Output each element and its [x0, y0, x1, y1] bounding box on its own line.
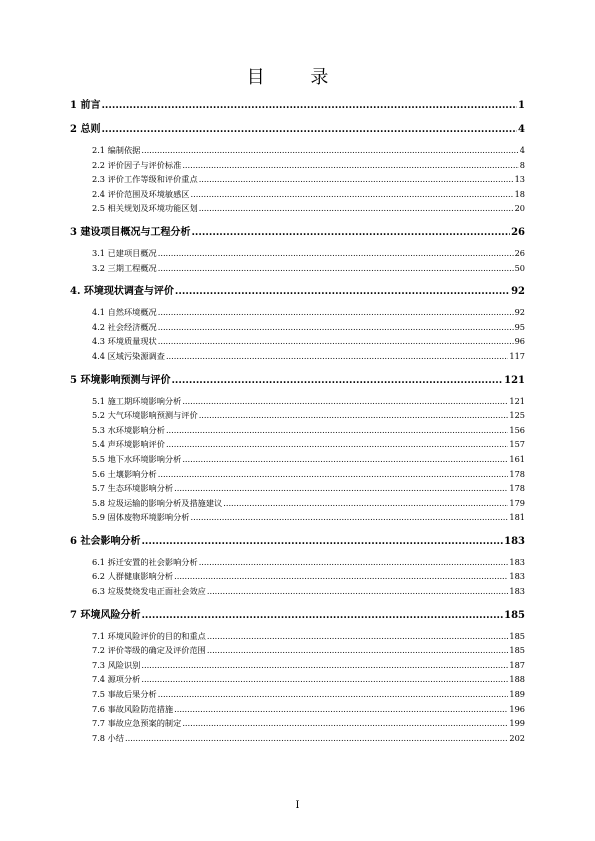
- toc-entry-label: 5.1 施工期环境影响分析: [92, 395, 182, 406]
- toc-section-entry[interactable]: [92, 452, 525, 467]
- toc-entry-page: 18: [514, 188, 525, 199]
- toc-entry-label: 5.8 垃圾运输的影响分析及措施建议: [92, 497, 223, 508]
- toc-section-entry[interactable]: [92, 629, 525, 644]
- toc-entry-label: 3.1 已建项目概况: [92, 247, 157, 258]
- toc-leader-dots: [182, 452, 508, 467]
- toc-entry-label: 7.8 小结: [92, 732, 124, 743]
- toc-entry-page: 92: [511, 286, 525, 298]
- toc-leader-dots: [223, 496, 508, 511]
- toc-entry-page: 121: [504, 374, 525, 386]
- toc-entry-page: 185: [509, 645, 525, 656]
- toc-section-entry[interactable]: [92, 731, 525, 746]
- toc-entry-label: 7.5 事故后果分析: [92, 689, 157, 700]
- toc-entry-page: 121: [509, 395, 525, 406]
- toc-entry-label: 4.1 自然环境概况: [92, 307, 157, 318]
- toc-entry-page: 179: [509, 497, 525, 508]
- toc-entry-label: 5.5 地下水环境影响分析: [92, 453, 182, 464]
- toc-entry-page: 96: [514, 336, 525, 347]
- page-number: I: [295, 800, 300, 811]
- toc-section-entry[interactable]: [92, 584, 525, 599]
- toc-section-entry[interactable]: [92, 143, 525, 158]
- toc-entry-page: 178: [509, 468, 525, 479]
- toc-leader-dots: [141, 672, 508, 687]
- toc-leader-dots: [158, 305, 514, 320]
- toc-entry-page: 13: [514, 174, 525, 185]
- toc-entry-page: 178: [509, 483, 525, 494]
- toc-leader-dots: [191, 225, 510, 240]
- toc-section-entry[interactable]: [92, 510, 525, 525]
- toc-leader-dots: [158, 467, 509, 482]
- toc-entry-label: 4.2 社会经济概况: [92, 321, 157, 332]
- toc-leader-dots: [182, 394, 508, 409]
- toc-section-entry[interactable]: [92, 716, 525, 731]
- toc-entry-label: 5.6 土壤影响分析: [92, 468, 157, 479]
- toc-entry-page: 95: [514, 321, 525, 332]
- toc-leader-dots: [199, 201, 514, 216]
- toc-leader-dots: [141, 658, 508, 673]
- toc-leader-dots: [191, 510, 509, 525]
- toc-section-entry[interactable]: [92, 201, 525, 216]
- toc-entry-label: 5.9 固体废物环境影响分析: [92, 512, 190, 523]
- toc-leader-dots: [158, 334, 514, 349]
- toc-entry-label: 6 社会影响分析: [70, 535, 141, 547]
- toc-entry-label: 2.4 评价范围及环境敏感区: [92, 188, 190, 199]
- toc-entry-label: 5.3 水环境影响分析: [92, 424, 165, 435]
- toc-section-entry[interactable]: [92, 569, 525, 584]
- toc-leader-dots: [174, 569, 508, 584]
- toc-section-entry[interactable]: [92, 672, 525, 687]
- toc-leader-dots: [182, 716, 508, 731]
- toc-entry-page: 4: [519, 145, 525, 155]
- toc-chapter-entry[interactable]: [70, 98, 525, 113]
- toc-section-entry[interactable]: [92, 158, 525, 173]
- toc-chapter-entry[interactable]: [70, 284, 525, 299]
- toc-entry-label: 2.5 相关规划及环境功能区划: [92, 203, 198, 214]
- toc-leader-dots: [175, 284, 510, 299]
- toc-section-entry[interactable]: [92, 437, 525, 452]
- toc-entry-label: 4.3 环境质量现状: [92, 336, 157, 347]
- toc-leader-dots: [191, 187, 514, 202]
- toc-leader-dots: [158, 320, 514, 335]
- toc-leader-dots: [199, 555, 509, 570]
- toc-entry-page: 50: [514, 262, 525, 273]
- toc-leader-dots: [158, 687, 509, 702]
- toc-entry-label: 7.7 事故应急预案的制定: [92, 718, 182, 729]
- toc-entry-label: 3 建设项目概况与工程分析: [70, 226, 191, 238]
- toc-leader-dots: [207, 584, 508, 599]
- toc-leader-dots: [174, 481, 508, 496]
- toc-entry-label: 4.4 区域污染源调查: [92, 350, 165, 361]
- table-of-contents: [70, 98, 525, 745]
- toc-section-entry[interactable]: [92, 702, 525, 717]
- toc-leader-dots: [101, 98, 517, 113]
- toc-section-entry[interactable]: [92, 555, 525, 570]
- toc-section-entry[interactable]: [92, 305, 525, 320]
- toc-section-entry[interactable]: [92, 467, 525, 482]
- toc-section-entry[interactable]: [92, 334, 525, 349]
- toc-chapter-entry[interactable]: [70, 225, 525, 240]
- toc-section-entry[interactable]: [92, 481, 525, 496]
- toc-entry-page: 183: [509, 586, 525, 597]
- toc-section-entry[interactable]: [92, 261, 525, 276]
- toc-entry-page: 189: [509, 689, 525, 700]
- toc-entry-page: 199: [509, 718, 525, 729]
- toc-entry-label: 4. 环境现状调查与评价: [70, 286, 174, 298]
- toc-entry-label: 6.2 人群健康影响分析: [92, 571, 174, 582]
- toc-entry-page: 92: [514, 307, 525, 318]
- toc-chapter-entry[interactable]: [70, 608, 525, 623]
- toc-leader-dots: [158, 261, 514, 276]
- toc-entry-label: 7 环境风险分析: [70, 609, 141, 621]
- toc-entry-label: 5.4 声环境影响评价: [92, 439, 165, 450]
- toc-leader-dots: [166, 349, 508, 364]
- toc-chapter-entry[interactable]: [70, 373, 525, 388]
- toc-leader-dots: [171, 373, 503, 388]
- toc-section-entry[interactable]: [92, 643, 525, 658]
- toc-entry-label: 7.1 环境风险评价的目的和重点: [92, 630, 206, 641]
- toc-section-entry[interactable]: [92, 349, 525, 364]
- page-title: 目 录: [246, 67, 349, 88]
- toc-entry-page: 8: [519, 159, 525, 170]
- toc-section-entry[interactable]: [92, 496, 525, 511]
- toc-section-entry[interactable]: [92, 172, 525, 187]
- toc-entry-page: 1: [518, 100, 525, 111]
- toc-entry-page: 202: [509, 732, 525, 743]
- toc-entry-label: 2.2 评价因子与评价标准: [92, 159, 182, 170]
- toc-section-entry[interactable]: [92, 246, 525, 261]
- toc-leader-dots: [166, 437, 508, 452]
- toc-leader-dots: [141, 608, 503, 623]
- toc-entry-label: 5.2 大气环境影响预测与评价: [92, 410, 198, 421]
- toc-section-entry[interactable]: [92, 423, 525, 438]
- toc-entry-page: 188: [509, 674, 525, 685]
- toc-leader-dots: [166, 423, 508, 438]
- toc-leader-dots: [101, 122, 517, 137]
- toc-entry-label: 7.6 事故风险防范措施: [92, 703, 174, 714]
- toc-leader-dots: [182, 158, 518, 173]
- toc-entry-label: 7.3 风险识别: [92, 659, 141, 670]
- toc-entry-page: 161: [509, 453, 525, 464]
- toc-entry-label: 2.1 编制依据: [92, 145, 141, 155]
- toc-entry-page: 183: [504, 535, 525, 547]
- toc-entry-page: 183: [509, 556, 525, 567]
- toc-section-entry[interactable]: [92, 187, 525, 202]
- toc-entry-page: 26: [511, 226, 525, 238]
- toc-leader-dots: [141, 143, 518, 158]
- toc-chapter-entry[interactable]: [70, 122, 525, 137]
- toc-entry-label: 6.3 垃圾焚烧发电正面社会效应: [92, 586, 206, 597]
- toc-section-entry[interactable]: [92, 320, 525, 335]
- toc-entry-page: 156: [509, 424, 525, 435]
- toc-entry-page: 4: [518, 124, 525, 135]
- toc-entry-label: 1 前言: [70, 100, 101, 111]
- toc-entry-label: 2.3 评价工作等级和评价重点: [92, 174, 198, 185]
- toc-leader-dots: [125, 731, 508, 746]
- toc-entry-page: 185: [509, 630, 525, 641]
- toc-entry-label: 5 环境影响预测与评价: [70, 374, 171, 386]
- toc-leader-dots: [141, 534, 503, 549]
- toc-leader-dots: [158, 246, 514, 261]
- toc-entry-page: 20: [514, 203, 525, 214]
- toc-entry-page: 181: [509, 512, 525, 523]
- toc-leader-dots: [199, 172, 514, 187]
- toc-entry-page: 117: [509, 350, 525, 361]
- toc-entry-page: 157: [509, 439, 525, 450]
- toc-entry-page: 125: [509, 410, 525, 421]
- toc-leader-dots: [207, 643, 508, 658]
- toc-entry-page: 196: [509, 703, 525, 714]
- toc-entry-label: 6.1 拆迁安置的社会影响分析: [92, 556, 198, 567]
- toc-leader-dots: [174, 702, 508, 717]
- toc-section-entry[interactable]: [92, 394, 525, 409]
- toc-entry-page: 183: [509, 571, 525, 582]
- toc-entry-label: 7.2 评价等级的确定及评价范围: [92, 645, 206, 656]
- toc-entry-page: 185: [504, 609, 525, 621]
- toc-section-entry[interactable]: [92, 687, 525, 702]
- toc-leader-dots: [207, 629, 508, 644]
- toc-entry-label: 3.2 三期工程概况: [92, 262, 157, 273]
- toc-entry-label: 7.4 源项分析: [92, 674, 141, 685]
- toc-section-entry[interactable]: [92, 408, 525, 423]
- toc-entry-label: 5.7 生态环境影响分析: [92, 483, 174, 494]
- toc-entry-page: 187: [509, 659, 525, 670]
- toc-chapter-entry[interactable]: [70, 534, 525, 549]
- toc-leader-dots: [199, 408, 509, 423]
- toc-entry-page: 26: [514, 247, 525, 258]
- toc-entry-label: 2 总则: [70, 124, 101, 135]
- toc-section-entry[interactable]: [92, 658, 525, 673]
